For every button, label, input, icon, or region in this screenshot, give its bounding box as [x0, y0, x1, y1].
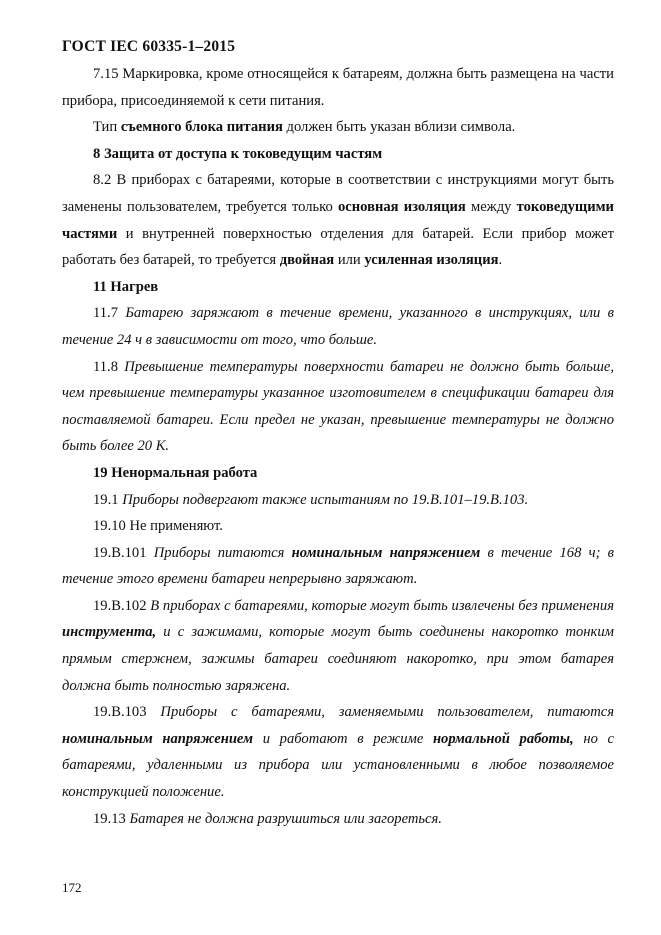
section-heading-8: 8 Защита от доступа к токоведущим частям — [93, 145, 383, 162]
clause-number: 11.7 — [93, 305, 126, 322]
paragraph-11-7 — [62, 300, 614, 353]
paragraph-11-8 — [62, 354, 614, 460]
italic-text: и с зажимами, которые могут быть соединены накоротко тонким прямым стержнем, зажимы батареи соединяют накоротко, при этом батарея должна быть полностью заряжена. — [62, 624, 614, 694]
text-run: 8.2 В приборах с батареями, которые в соответствии с инструкциями могут быть заменены пользователем, требуется только — [62, 172, 614, 215]
paragraph-19-b-103 — [62, 699, 614, 805]
paragraph-text: 19.10 Не применяют. — [93, 518, 223, 535]
term-bold: двойная — [279, 252, 335, 269]
text-run: Тип — [93, 119, 121, 136]
clause-number: 19.В.102 — [93, 597, 151, 614]
italic-text: Приборы с батареями, заменяемыми пользователем, питаются — [160, 704, 614, 721]
term-bold: основная изоляция — [337, 198, 466, 215]
paragraph-19-13 — [62, 806, 614, 833]
term-bold: съемного блока питания — [120, 119, 283, 136]
clause-number: 19.В.103 — [93, 704, 161, 721]
paragraph-19-1 — [62, 487, 614, 514]
paragraph-7-15 — [62, 61, 614, 114]
paragraph-8-2 — [62, 167, 614, 273]
text-run: . — [498, 252, 503, 269]
document-header: ГОСТ IEC 60335-1–2015 — [62, 38, 236, 55]
italic-text: Батарею заряжают в течение времени, указанного в инструкциях, или в течение 24 ч в зависимости от того, что больше. — [62, 305, 614, 348]
clause-number: 19.1 — [93, 491, 123, 508]
text-run: и внутренней поверхностью отделения для батарей. Если прибор может работать без батарей, то требуется — [62, 225, 614, 269]
italic-text: Приборы подвергают также испытаниям по 19.В.101–19.В.103. — [122, 491, 529, 508]
clause-number: 19.В.101 — [93, 544, 154, 561]
term-bold-italic: номинальным напряжением — [62, 730, 254, 747]
paragraph-detachable-power-unit — [62, 114, 614, 141]
section-heading-19: 19 Ненормальная работа — [93, 464, 258, 481]
text-run: или — [334, 252, 365, 269]
term-bold-italic: инструмента, — [62, 624, 157, 641]
italic-text: Приборы питаются — [153, 544, 292, 561]
section-heading-11: 11 Нагрев — [93, 278, 159, 295]
term-bold-italic: номинальным напряжением — [291, 544, 481, 561]
italic-text: В приборах с батареями, которые могут быть извлечены без применения — [150, 597, 614, 614]
italic-text: Батарея не должна разрушиться или загореться. — [129, 810, 442, 827]
italic-text: но с батареями, удаленными из прибора или установленными в любое позволяемое конструкцией положение. — [62, 730, 615, 801]
text-run: между — [465, 198, 517, 215]
paragraph-19-b-102 — [62, 593, 614, 699]
clause-number: 19.13 — [93, 810, 130, 827]
text-run: должен быть указан вблизи символа. — [282, 119, 516, 136]
term-bold: усиленная изоляция — [364, 252, 499, 269]
term-bold: токоведущими частями — [62, 198, 614, 242]
paragraph-19-10 — [62, 513, 614, 540]
page-number: 172 — [62, 880, 82, 895]
page-body — [62, 61, 614, 832]
paragraph-text: 7.15 Маркировка, кроме относящейся к батареям, должна быть размещена на части прибора, присоединяемой к сети питания. — [62, 66, 614, 109]
italic-text: Превышение температуры поверхности батареи не должно быть больше, чем превышение температуры указанное изготовителем в спецификации батареи для поставляемой батареи. Если предел не указан, превышение температуры не должно быть более 20 К. — [62, 358, 614, 455]
italic-text: и работают в режиме — [253, 730, 433, 747]
clause-number: 11.8 — [93, 358, 125, 375]
paragraph-19-b-101 — [62, 540, 614, 593]
term-bold-italic: нормальной работы, — [432, 730, 574, 747]
italic-text: в течение 168 ч; в течение этого времени батареи непрерывно заряжают. — [62, 544, 614, 588]
